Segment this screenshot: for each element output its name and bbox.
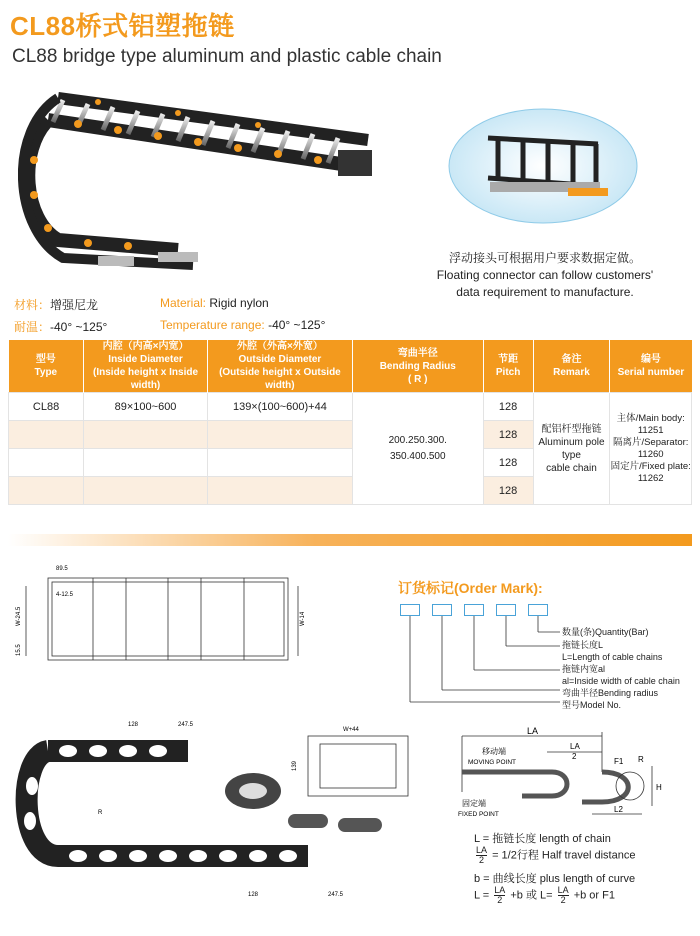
dim-128-top: 128 bbox=[128, 722, 139, 728]
cell-inside: 89×100~600 bbox=[84, 393, 208, 421]
dim-w-24-5: W-24.5 bbox=[16, 606, 22, 626]
material-cn-label: 材料： bbox=[14, 298, 51, 312]
cable-chain-product-image bbox=[18, 80, 388, 280]
diagram-la2-den: 2 bbox=[572, 752, 577, 761]
order-line-length-cn: 拖链长度L bbox=[562, 640, 604, 650]
diagram-l2: L2 bbox=[614, 805, 623, 814]
cell-bending: 200.250.300. 350.400.500 bbox=[352, 393, 483, 505]
floating-note-cn: 浮动接头可根据用户要求数据定做。 bbox=[448, 251, 641, 265]
diagram-f1: F1 bbox=[614, 757, 624, 766]
cell-pitch: 128 bbox=[483, 449, 533, 477]
col-header-outside: 外腔（外高×外宽） Outside Diameter (Outside height x Outside width) bbox=[207, 340, 352, 393]
formula-total: L = $\frac{LA}{2}$ +b 或 L= $\frac{LA}{2}$ +b or F1 bbox=[474, 885, 615, 905]
temperature-en bbox=[160, 318, 325, 332]
order-line-width-cn: 拖链内宽al bbox=[562, 664, 606, 674]
cell-type: CL88 bbox=[9, 393, 84, 421]
order-box-length bbox=[496, 604, 516, 616]
col-header-type: 型号 Type bbox=[9, 340, 84, 393]
order-box-model bbox=[400, 604, 420, 616]
material-cn-value: 增强尼龙 bbox=[50, 298, 99, 312]
order-line-width-en: al=Inside width of cable chain bbox=[562, 676, 680, 686]
order-line-quantity: 数量(条)Quantity(Bar) bbox=[562, 627, 649, 637]
page-title-cn: CL88桥式铝塑拖链 bbox=[10, 11, 235, 41]
temperature-cn bbox=[14, 318, 107, 335]
dim-247-5-bottom: 247.5 bbox=[328, 892, 344, 898]
order-line-model: 型号Model No. bbox=[562, 700, 622, 710]
diagram-fixed-cn: 固定端 bbox=[462, 799, 486, 808]
order-box-quantity bbox=[528, 604, 548, 616]
material-en-value: Rigid nylon bbox=[209, 296, 269, 310]
col-header-serial: 编号 Serial number bbox=[610, 340, 692, 393]
order-box-radius bbox=[432, 604, 452, 616]
cell-pitch: 128 bbox=[483, 421, 533, 449]
col-header-bending: 弯曲半径 Bending Radius ( R ) bbox=[352, 340, 483, 393]
diagram-h: H bbox=[656, 783, 662, 792]
cell-pitch: 128 bbox=[483, 393, 533, 421]
floating-connector-note bbox=[400, 250, 690, 301]
dim-247-5-top: 247.5 bbox=[178, 722, 194, 728]
cell-serial: 主体/Main body: 11251 隔离片/Separator: 11260 固定片/Fixed plate: 11262 bbox=[610, 393, 692, 505]
page-title-en: CL88 bridge type aluminum and plastic cable chain bbox=[12, 46, 442, 67]
temperature-en-label: Temperature range: bbox=[160, 318, 265, 332]
table-header-row bbox=[9, 340, 692, 393]
order-mark-leaders bbox=[400, 616, 570, 706]
dim-radius: R bbox=[98, 810, 103, 816]
diagram-moving-cn: 移动端 bbox=[482, 747, 506, 756]
col-header-pitch: 节距 Pitch bbox=[483, 340, 533, 393]
order-line-length-en: L=Length of cable chains bbox=[562, 652, 663, 662]
floating-connector-detail-image bbox=[448, 108, 638, 224]
dim-15-5: 15.5 bbox=[16, 644, 22, 656]
dim-139: 139 bbox=[292, 760, 298, 771]
temperature-cn-value: -40° ~125° bbox=[50, 320, 108, 334]
diagram-moving-en: MOVING POINT bbox=[468, 759, 517, 766]
diagram-la2-num: LA bbox=[570, 742, 580, 751]
cell-remark: 配铝杆型拖链 Aluminum pole type cable chain bbox=[533, 393, 610, 505]
order-box-width bbox=[464, 604, 484, 616]
floating-note-en-2: data requirement to manufacture. bbox=[456, 285, 634, 299]
dim-w-14: W-14 bbox=[300, 611, 306, 626]
orange-divider-band bbox=[8, 534, 692, 546]
diagram-fixed-en: FIXED POINT bbox=[458, 811, 499, 818]
cell-outside: 139×(100~600)+44 bbox=[207, 393, 352, 421]
travel-diagram bbox=[452, 722, 692, 822]
material-en bbox=[160, 296, 269, 310]
spec-table bbox=[8, 340, 692, 505]
col-header-inside: 内腔（内高×内宽） Inside Diameter (Inside height x Inside width) bbox=[84, 340, 208, 393]
fraction-la-2: $\frac{LA}{2}$ bbox=[476, 845, 488, 865]
diagram-r: R bbox=[638, 755, 644, 764]
col-header-remark: 备注 Remark bbox=[533, 340, 610, 393]
material-en-label: Material: bbox=[160, 296, 207, 310]
dim-89-5: 89.5 bbox=[56, 566, 68, 572]
cell-pitch: 128 bbox=[483, 477, 533, 505]
dim-128-bottom: 128 bbox=[248, 892, 259, 898]
dim-w-plus-44: W+44 bbox=[343, 727, 359, 733]
formula-half-travel: $\frac{LA}{2}$ = 1/2行程 Half travel distance bbox=[476, 845, 636, 865]
order-line-radius: 弯曲半径Bending radius bbox=[562, 688, 659, 698]
dim-4-12-5: 4-12.5 bbox=[56, 592, 74, 598]
diagram-la: LA bbox=[527, 726, 539, 736]
table-row bbox=[9, 393, 692, 421]
technical-drawing bbox=[8, 556, 428, 928]
floating-note-en-1: Floating connector can follow customers' bbox=[436, 268, 654, 282]
temperature-en-value: -40° ~125° bbox=[268, 318, 326, 332]
formula-curve: b = 曲线长度 plus length of curve bbox=[474, 873, 636, 885]
order-mark-title: 订货标记(Order Mark): bbox=[398, 580, 543, 596]
formula-length: L = 拖链长度 length of chain bbox=[474, 833, 611, 845]
temperature-cn-label: 耐温： bbox=[14, 320, 51, 334]
material-cn bbox=[14, 296, 98, 313]
